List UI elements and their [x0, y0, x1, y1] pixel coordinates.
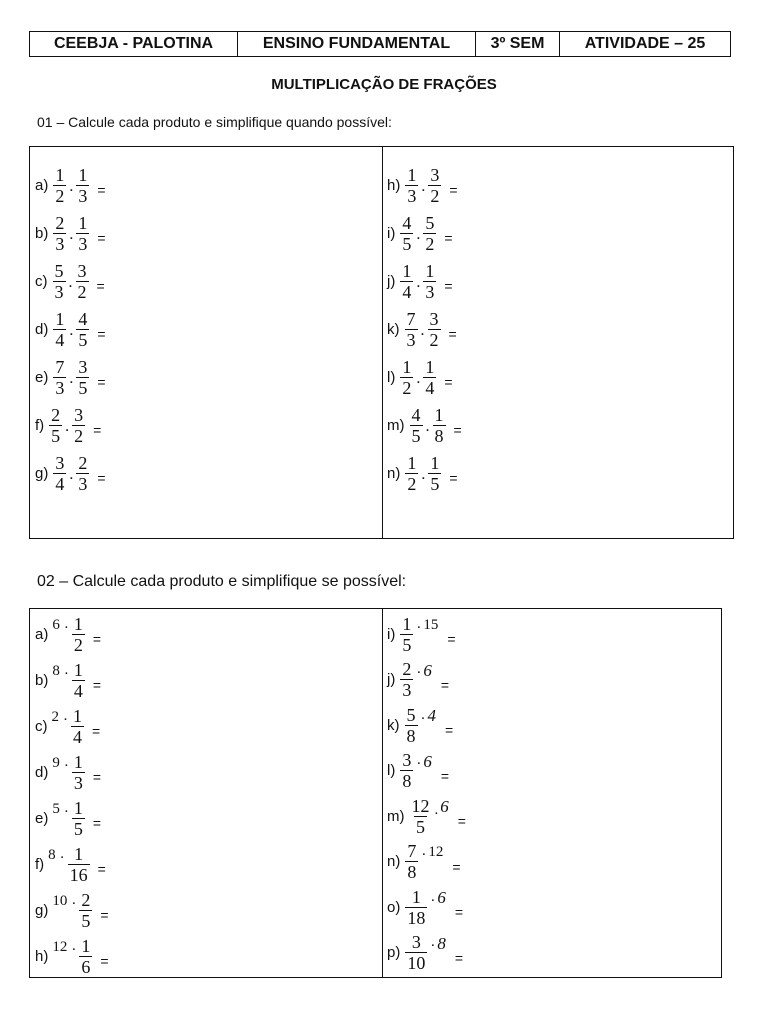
whole-number: 6: [440, 797, 449, 816]
numerator: 2: [51, 404, 61, 425]
multiply-dot: ·: [416, 619, 422, 636]
fraction: [53, 309, 66, 350]
fraction: [76, 453, 89, 494]
numerator: 3: [411, 932, 421, 952]
numerator: 2: [402, 659, 412, 679]
denominator: 6: [81, 956, 91, 977]
denominator: 5: [411, 425, 421, 446]
exercise-item: [35, 704, 100, 748]
exercise-item: [387, 749, 449, 793]
exercise-item: [387, 885, 463, 929]
denominator: 5: [78, 377, 88, 398]
numerator: 1: [407, 164, 417, 185]
denominator: 8: [434, 425, 444, 446]
fraction: [53, 453, 66, 494]
whole-number: 15: [423, 616, 439, 633]
numerator: 1: [78, 164, 88, 185]
whole-number: 6: [52, 616, 60, 633]
whole-number: 5: [52, 800, 60, 817]
denominator: 3: [55, 377, 65, 398]
fraction: [72, 614, 85, 655]
item-label: i): [387, 224, 396, 242]
exercise-item: [387, 355, 453, 399]
fraction: [53, 165, 66, 206]
exercise-item: [387, 307, 457, 351]
fraction: [72, 405, 85, 446]
exercise-item: [35, 355, 106, 399]
multiply-dot: ·: [71, 941, 77, 958]
multiply-dot: ·: [63, 665, 69, 682]
numerator: 3: [430, 164, 440, 185]
multiply-dot: ·: [416, 665, 422, 681]
equals-sign: =: [452, 858, 461, 875]
equals-sign: =: [97, 374, 106, 390]
equals-sign: =: [100, 953, 109, 969]
equals-sign: =: [96, 278, 105, 294]
denominator: 5: [402, 233, 412, 254]
denominator: 3: [78, 233, 88, 254]
fraction: [400, 261, 413, 302]
numerator: 3: [402, 750, 412, 770]
equals-sign: =: [444, 230, 453, 246]
numerator: 1: [425, 356, 435, 377]
fraction: [405, 705, 418, 746]
equals-sign: =: [453, 422, 462, 438]
denominator: 5: [416, 816, 425, 837]
fraction: [49, 405, 62, 446]
multiply-dot: .: [69, 226, 74, 243]
denominator: 2: [74, 425, 84, 446]
denominator: 2: [55, 185, 65, 206]
numerator: 1: [411, 886, 421, 907]
item-label: n): [387, 853, 401, 870]
multiply-dot: .: [69, 322, 74, 339]
level-cell: ENSINO FUNDAMENTAL: [238, 32, 476, 56]
item-label: c): [35, 272, 48, 290]
denominator: 5: [51, 425, 61, 446]
item-label: i): [387, 625, 396, 643]
item-label: g): [35, 901, 49, 919]
numerator: 1: [73, 797, 83, 818]
numerator: 2: [78, 452, 88, 473]
denominator: 2: [77, 281, 87, 302]
multiply-dot: ·: [59, 849, 65, 866]
fraction: [423, 357, 436, 398]
equals-sign: =: [447, 631, 456, 647]
item-label: l): [387, 762, 396, 779]
fraction: [76, 165, 89, 206]
fraction: [428, 453, 441, 494]
exercise-item: [387, 703, 453, 747]
multiply-dot: .: [416, 370, 421, 387]
denominator: 4: [402, 281, 412, 302]
fraction: [76, 357, 89, 398]
numerator: 7: [406, 308, 416, 329]
denominator: 2: [425, 233, 435, 254]
numerator: 1: [73, 659, 83, 680]
header-table: [29, 31, 731, 57]
equals-sign: =: [97, 230, 106, 246]
equals-sign: =: [445, 722, 454, 738]
multiply-dot: ·: [63, 757, 69, 774]
whole-number: 12: [52, 938, 68, 955]
denominator: 8: [406, 725, 416, 746]
equals-sign: =: [97, 326, 106, 342]
whole-number: 10: [52, 892, 68, 909]
whole-number: 12: [428, 844, 444, 860]
fraction: [405, 453, 418, 494]
exercise-item: [35, 612, 101, 656]
denominator: 5: [430, 473, 440, 494]
denominator: 3: [406, 329, 416, 350]
fraction: [76, 261, 89, 302]
exercise-item: [387, 259, 453, 303]
fraction: [423, 213, 436, 254]
item-label: m): [387, 807, 405, 825]
exercise-item: [387, 163, 458, 207]
whole-number: 8: [52, 662, 60, 679]
numerator: 3: [74, 404, 84, 425]
exercise-item: [387, 658, 449, 702]
fraction: [400, 659, 413, 700]
equals-sign: =: [97, 861, 106, 877]
column-divider: [382, 147, 383, 538]
exercise-item: [387, 612, 456, 656]
item-label: n): [387, 464, 401, 482]
fraction: [79, 890, 92, 931]
denominator: 8: [407, 862, 417, 882]
item-label: e): [35, 368, 49, 386]
numerator: 1: [74, 843, 84, 864]
item-label: k): [387, 716, 400, 734]
item-label: g): [35, 464, 49, 482]
exercise-item: [35, 307, 106, 351]
multiply-dot: .: [69, 370, 74, 387]
numerator: 5: [406, 704, 416, 725]
item-label: b): [35, 224, 49, 242]
whole-number: 4: [427, 706, 436, 725]
denominator: 18: [407, 907, 426, 928]
equals-sign: =: [92, 677, 102, 693]
exercise-item: [387, 931, 463, 975]
fraction: [71, 706, 84, 747]
numerator: 1: [78, 212, 88, 233]
denominator: 4: [73, 726, 82, 747]
denominator: 2: [429, 329, 439, 350]
item-label: h): [35, 947, 49, 965]
fraction: [405, 165, 418, 206]
page-title: MULTIPLICAÇÃO DE FRAÇÕES: [271, 76, 497, 93]
semester-cell: 3º SEM: [476, 32, 560, 56]
fraction: [410, 796, 432, 837]
fraction: [405, 887, 427, 928]
numerator: 1: [402, 613, 412, 634]
equals-sign: =: [92, 769, 102, 785]
exercise-item: [35, 842, 106, 886]
numerator: 7: [407, 841, 417, 861]
whole-number: 6: [437, 888, 446, 907]
fraction: [72, 660, 85, 701]
equals-sign: =: [100, 907, 109, 923]
denominator: 4: [55, 329, 65, 350]
exercise-item: [35, 658, 101, 702]
item-label: b): [35, 671, 49, 689]
numerator: 1: [402, 260, 412, 281]
whole-number: 6: [423, 751, 432, 771]
numerator: 3: [55, 452, 65, 473]
denominator: 2: [402, 377, 412, 398]
exercise-item: [35, 888, 109, 932]
multiply-dot: ·: [71, 895, 77, 912]
multiply-dot: .: [68, 274, 73, 291]
multiply-dot: ·: [416, 756, 422, 772]
exercise-item: [35, 750, 101, 794]
denominator: 10: [407, 953, 426, 973]
item-label: f): [35, 416, 45, 434]
denominator: 5: [78, 329, 88, 350]
item-label: j): [387, 671, 396, 688]
multiply-dot: .: [425, 418, 430, 435]
numerator: 1: [402, 356, 412, 377]
multiply-dot: ·: [420, 710, 426, 727]
denominator: 2: [407, 473, 417, 494]
fraction: [423, 261, 436, 302]
denominator: 5: [73, 818, 83, 839]
numerator: 1: [55, 164, 65, 185]
fraction: [405, 932, 427, 973]
equals-sign: =: [440, 767, 450, 784]
exercise-item: [35, 403, 101, 447]
fraction: [76, 213, 89, 254]
item-label: a): [35, 176, 49, 194]
column-divider: [382, 609, 383, 977]
school-cell: CEEBJA - PALOTINA: [30, 32, 238, 56]
item-label: o): [387, 898, 401, 916]
whole-number: 6: [423, 660, 432, 680]
numerator: 1: [73, 613, 83, 634]
multiply-dot: .: [65, 418, 70, 435]
multiply-dot: .: [69, 178, 74, 195]
numerator: 2: [55, 212, 65, 233]
exercise-item: [35, 163, 106, 207]
fraction: [76, 309, 89, 350]
numerator: 1: [434, 404, 444, 425]
numerator: 4: [411, 404, 421, 425]
denominator: 2: [430, 185, 440, 206]
item-label: f): [35, 855, 45, 873]
fraction: [53, 357, 66, 398]
fraction: [433, 405, 446, 446]
numerator: 3: [429, 308, 439, 329]
question-2-box: [29, 608, 722, 978]
equals-sign: =: [93, 422, 102, 438]
numerator: 1: [430, 452, 440, 473]
fraction: [428, 309, 441, 350]
denominator: 8: [402, 771, 412, 791]
numerator: 2: [81, 889, 91, 910]
fraction: [53, 261, 66, 302]
numerator: 3: [77, 260, 87, 281]
equals-sign: =: [444, 278, 453, 294]
multiply-dot: .: [421, 466, 426, 483]
exercise-item: [387, 211, 453, 255]
whole-number: 8: [437, 933, 446, 953]
denominator: 3: [55, 233, 65, 254]
exercise-item: [35, 451, 106, 495]
exercise-item: [387, 794, 466, 838]
exercise-item: [35, 211, 106, 255]
equals-sign: =: [92, 631, 102, 647]
denominator: 3: [54, 281, 64, 302]
exercise-item: [35, 259, 105, 303]
multiply-dot: .: [421, 178, 426, 195]
item-label: l): [387, 368, 396, 386]
item-label: k): [387, 320, 400, 338]
multiply-dot: ·: [430, 938, 436, 954]
multiply-dot: .: [434, 801, 439, 818]
fraction: [400, 614, 413, 655]
exercise-item: [387, 451, 458, 495]
fraction: [405, 309, 418, 350]
multiply-dot: .: [420, 322, 425, 339]
denominator: 3: [407, 185, 417, 206]
equals-sign: =: [449, 182, 458, 198]
multiply-dot: ·: [63, 803, 69, 820]
item-label: h): [387, 176, 401, 194]
denominator: 4: [55, 473, 65, 494]
exercise-item: [35, 934, 109, 978]
denominator: 3: [425, 281, 435, 302]
exercise-item: [35, 796, 101, 840]
activity-cell: ATIVIDADE – 25: [584, 35, 706, 52]
denominator: 16: [69, 864, 88, 885]
equals-sign: =: [444, 374, 453, 390]
item-label: d): [35, 763, 49, 781]
item-label: d): [35, 320, 49, 338]
denominator: 5: [81, 910, 91, 931]
multiply-dot: .: [416, 274, 421, 291]
fraction: [53, 213, 66, 254]
fraction: [400, 213, 413, 254]
question-2-instruction: 02 – Calcule cada produto e simplifique se possível:: [37, 573, 407, 590]
numerator: 5: [54, 260, 64, 281]
denominator: 2: [73, 634, 83, 655]
denominator: 4: [73, 680, 83, 701]
multiply-dot: ·: [430, 892, 436, 909]
fraction: [405, 841, 418, 882]
denominator: 3: [78, 473, 88, 494]
numerator: 12: [411, 795, 430, 816]
equals-sign: =: [440, 676, 450, 693]
numerator: 4: [78, 308, 88, 329]
denominator: 3: [73, 772, 83, 793]
fraction: [428, 165, 441, 206]
item-label: m): [387, 416, 405, 434]
multiply-dot: ·: [63, 619, 69, 636]
fraction: [68, 844, 90, 885]
numerator: 1: [425, 260, 435, 281]
numerator: 1: [73, 751, 83, 772]
item-label: a): [35, 625, 49, 643]
denominator: 3: [78, 185, 88, 206]
numerator: 3: [78, 356, 88, 377]
equals-sign: =: [457, 813, 466, 829]
equals-sign: =: [97, 470, 106, 486]
multiply-dot: ·: [63, 711, 68, 728]
equals-sign: =: [448, 326, 457, 342]
fraction: [400, 357, 413, 398]
numerator: 7: [55, 356, 65, 377]
item-label: e): [35, 809, 49, 827]
equals-sign: =: [454, 904, 464, 920]
item-label: c): [35, 717, 48, 735]
multiply-dot: .: [69, 466, 74, 483]
denominator: 4: [425, 377, 435, 398]
numerator: 1: [55, 308, 65, 329]
equals-sign: =: [92, 815, 102, 831]
whole-number: 9: [52, 754, 60, 771]
numerator: 1: [407, 452, 417, 473]
fraction: [400, 750, 413, 791]
multiply-dot: ·: [421, 847, 427, 863]
multiply-dot: .: [416, 226, 421, 243]
whole-number: 8: [48, 846, 56, 863]
denominator: 3: [402, 680, 412, 700]
equals-sign: =: [449, 470, 458, 486]
fraction: [410, 405, 423, 446]
whole-number: 2: [51, 708, 59, 725]
numerator: 1: [81, 935, 91, 956]
exercise-item: [387, 840, 461, 884]
numerator: 1: [73, 705, 82, 726]
question-1-box: [29, 146, 734, 539]
equals-sign: =: [454, 949, 464, 966]
numerator: 5: [425, 212, 435, 233]
equals-sign: =: [97, 182, 106, 198]
numerator: 4: [402, 212, 412, 233]
question-1-instruction: 01 – Calcule cada produto e simplifique quando possível:: [37, 114, 392, 130]
fraction: [79, 936, 92, 977]
item-label: p): [387, 944, 401, 961]
item-label: j): [387, 272, 396, 290]
fraction: [72, 798, 85, 839]
denominator: 5: [402, 634, 412, 655]
equals-sign: =: [92, 723, 101, 739]
fraction: [72, 752, 85, 793]
exercise-item: [387, 403, 462, 447]
